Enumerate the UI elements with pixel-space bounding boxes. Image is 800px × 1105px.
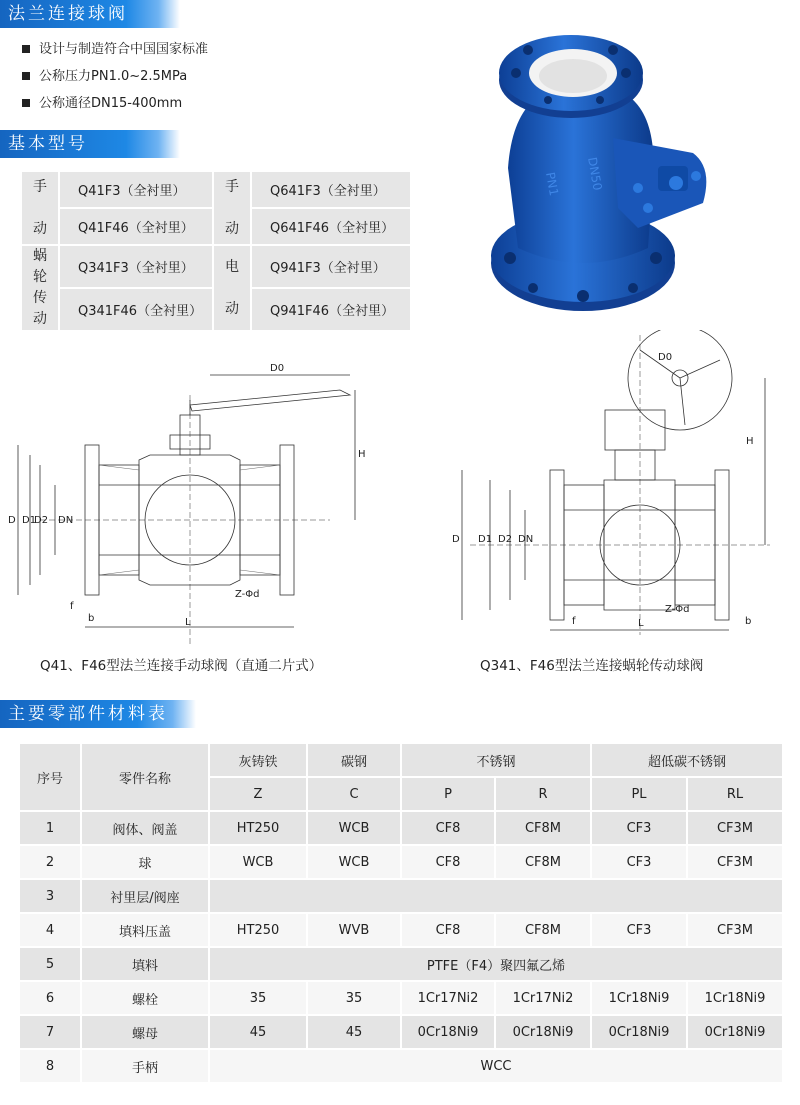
- table-cell: CF8: [401, 811, 495, 845]
- left-drawing-caption: Q41、F46型法兰连接手动球阀（直通二片式）: [40, 658, 323, 674]
- table-cell: CF3: [591, 913, 687, 947]
- dim-label: DN: [518, 534, 534, 545]
- table-cell: CF8M: [495, 845, 591, 879]
- table-cell: 1: [19, 811, 81, 845]
- model-cell: Q341F3（全衬里）: [59, 245, 213, 288]
- table-cell: WCB: [307, 845, 401, 879]
- header-code: Z: [209, 777, 307, 811]
- model-cell: Q641F46（全衬里）: [251, 208, 411, 245]
- table-cell: CF3: [591, 811, 687, 845]
- dim-label: D1: [478, 534, 493, 545]
- section-header-features: [0, 0, 180, 28]
- feature-item: 设计与制造符合中国国家标准: [22, 36, 208, 63]
- dim-label: b: [88, 613, 95, 624]
- table-cell: WVB: [307, 913, 401, 947]
- table-cell: 1Cr18Ni9: [591, 981, 687, 1015]
- section-header-materials: [0, 700, 196, 728]
- header-cell: 不锈钢: [401, 743, 591, 777]
- dim-label: D1: [22, 515, 37, 526]
- header-code: RL: [687, 777, 783, 811]
- dim-label: f: [70, 601, 74, 612]
- model-cell: Q941F3（全衬里）: [251, 245, 411, 288]
- table-row: [19, 913, 783, 947]
- table-cell: CF8M: [495, 811, 591, 845]
- table-cell: [209, 879, 783, 913]
- table-cell: PTFE（F4）聚四氟乙烯: [209, 947, 783, 981]
- model-type-label: 蜗 轮 传 动: [21, 245, 59, 331]
- table-cell: 手柄: [81, 1049, 209, 1083]
- dim-label: Z-Φd: [235, 589, 260, 600]
- section-title: 主要零部件材料表: [8, 704, 168, 724]
- table-cell: CF3M: [687, 913, 783, 947]
- table-cell: 螺母: [81, 1015, 209, 1049]
- table-cell: CF8: [401, 845, 495, 879]
- model-table: [20, 170, 412, 332]
- table-row: [19, 1049, 783, 1083]
- feature-list: [22, 36, 208, 117]
- table-cell: 阀体、阀盖: [81, 811, 209, 845]
- table-cell: 35: [209, 981, 307, 1015]
- dim-label: DN: [58, 515, 74, 526]
- table-row: [19, 811, 783, 845]
- section-title: 基本型号: [8, 134, 88, 154]
- dim-label: L: [638, 618, 644, 629]
- table-cell: 螺栓: [81, 981, 209, 1015]
- table-cell: 0Cr18Ni9: [687, 1015, 783, 1049]
- header-cell: 序号: [19, 743, 81, 811]
- right-drawing-caption: Q341、F46型法兰连接蜗轮传动球阀: [480, 658, 704, 674]
- table-cell: 球: [81, 845, 209, 879]
- table-cell: HT250: [209, 913, 307, 947]
- table-cell: 填料压盖: [81, 913, 209, 947]
- table-row: [19, 845, 783, 879]
- model-cell: Q641F3（全衬里）: [251, 171, 411, 208]
- section-header-models: [0, 130, 180, 158]
- dim-label: D2: [498, 534, 513, 545]
- table-cell: CF3M: [687, 845, 783, 879]
- dim-label: f: [572, 616, 576, 627]
- feature-item: 公称压力PN1.0~2.5MPa: [22, 63, 208, 90]
- table-row: [19, 879, 783, 913]
- dim-label: Z-Φd: [665, 604, 690, 615]
- table-cell: HT250: [209, 811, 307, 845]
- table-cell: 衬里层/阀座: [81, 879, 209, 913]
- dim-label: D0: [270, 363, 285, 374]
- table-row: [19, 947, 783, 981]
- model-type-label: 手 动: [21, 171, 59, 245]
- table-cell: 6: [19, 981, 81, 1015]
- table-cell: 1Cr17Ni2: [401, 981, 495, 1015]
- manual-ball-valve-drawing: [0, 345, 400, 645]
- dim-label: D2: [34, 515, 49, 526]
- table-cell: 3: [19, 879, 81, 913]
- materials-table: [18, 742, 784, 1084]
- table-row: [19, 981, 783, 1015]
- table-cell: 填料: [81, 947, 209, 981]
- table-cell: WCB: [209, 845, 307, 879]
- table-cell: 8: [19, 1049, 81, 1083]
- feature-item: 公称通径DN15-400mm: [22, 90, 208, 117]
- bullet-square-icon: [22, 72, 30, 80]
- header-code: C: [307, 777, 401, 811]
- header-code: R: [495, 777, 591, 811]
- table-cell: 45: [307, 1015, 401, 1049]
- model-type-label: 电 动: [213, 245, 251, 331]
- table-row: [19, 1015, 783, 1049]
- ball-valve-product-image: [488, 18, 728, 328]
- table-cell: 7: [19, 1015, 81, 1049]
- dim-label: L: [185, 617, 191, 628]
- cast-marking: DN50: [585, 156, 605, 192]
- dim-label: H: [358, 449, 366, 460]
- header-cell: 碳钢: [307, 743, 401, 777]
- table-cell: 35: [307, 981, 401, 1015]
- materials-body: [19, 811, 783, 1083]
- dim-label: b: [745, 616, 752, 627]
- table-cell: 1Cr17Ni2: [495, 981, 591, 1015]
- table-cell: 5: [19, 947, 81, 981]
- table-cell: 0Cr18Ni9: [495, 1015, 591, 1049]
- table-cell: WCC: [209, 1049, 783, 1083]
- table-cell: 45: [209, 1015, 307, 1049]
- table-cell: CF3M: [687, 811, 783, 845]
- table-cell: 4: [19, 913, 81, 947]
- model-cell: Q41F46（全衬里）: [59, 208, 213, 245]
- table-cell: 2: [19, 845, 81, 879]
- dim-label: D: [452, 534, 460, 545]
- header-code: P: [401, 777, 495, 811]
- table-cell: CF8M: [495, 913, 591, 947]
- model-type-label: 手 动: [213, 171, 251, 245]
- header-cell: 灰铸铁: [209, 743, 307, 777]
- dim-label: D: [8, 515, 16, 526]
- table-cell: 0Cr18Ni9: [591, 1015, 687, 1049]
- model-cell: Q941F46（全衬里）: [251, 288, 411, 331]
- model-cell: Q341F46（全衬里）: [59, 288, 213, 331]
- cast-marking: PN1: [543, 171, 561, 198]
- table-cell: 1Cr18Ni9: [687, 981, 783, 1015]
- table-cell: WCB: [307, 811, 401, 845]
- header-cell: 零件名称: [81, 743, 209, 811]
- header-cell: 超低碳不锈钢: [591, 743, 783, 777]
- bullet-square-icon: [22, 45, 30, 53]
- table-cell: 0Cr18Ni9: [401, 1015, 495, 1049]
- section-title: 法兰连接球阀: [8, 4, 128, 24]
- bullet-square-icon: [22, 99, 30, 107]
- table-cell: CF3: [591, 845, 687, 879]
- worm-gear-ball-valve-drawing: [400, 330, 800, 640]
- header-code: PL: [591, 777, 687, 811]
- model-cell: Q41F3（全衬里）: [59, 171, 213, 208]
- dim-label: D0: [658, 352, 673, 363]
- table-cell: CF8: [401, 913, 495, 947]
- dim-label: H: [746, 436, 754, 447]
